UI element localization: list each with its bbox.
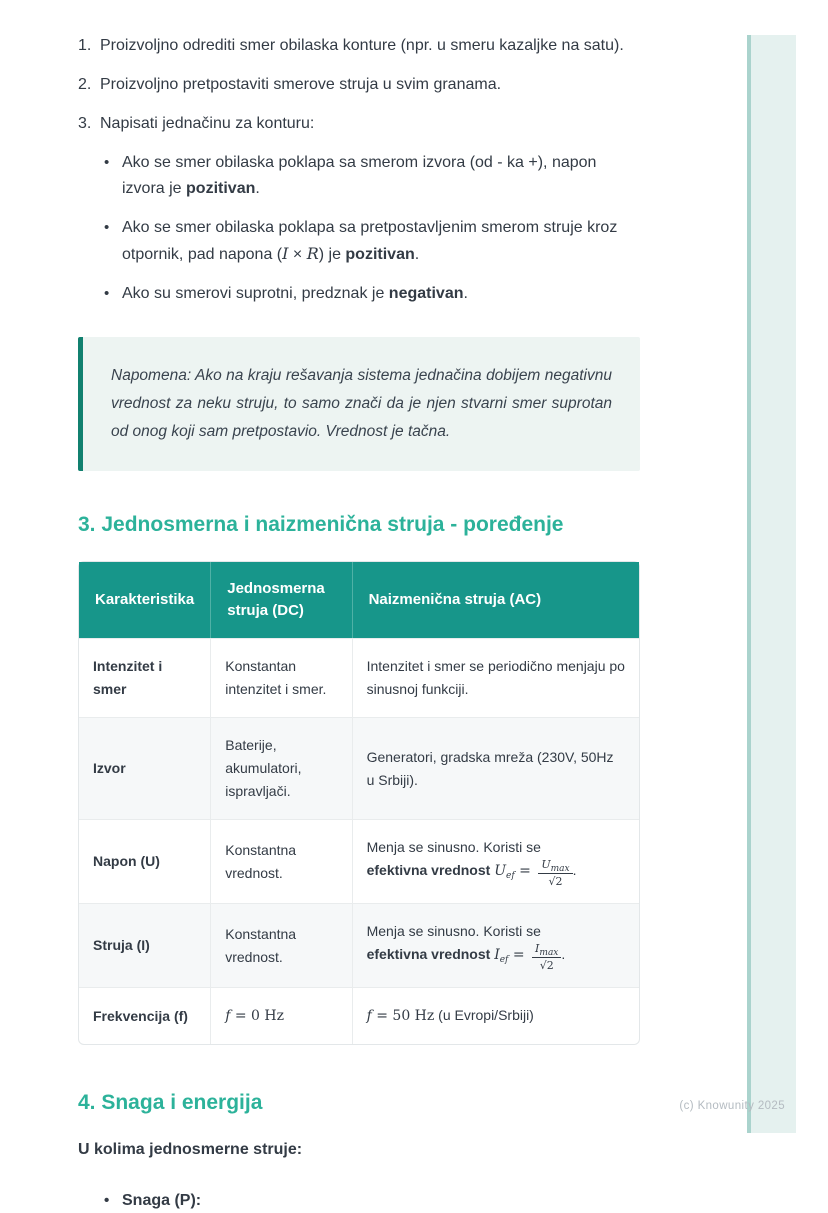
text-segment: . xyxy=(463,285,468,302)
bold-segment: pozitivan xyxy=(186,180,256,197)
bullet-icon: • xyxy=(104,1192,110,1209)
dc-cell: Konstantna vrednost. xyxy=(211,903,352,987)
row-label: Napon (U) xyxy=(79,819,211,903)
formula-uef xyxy=(494,858,577,888)
math-variable: I xyxy=(282,244,289,263)
column-header: Karakteristika xyxy=(79,562,211,638)
row-label: Frekvencija (f) xyxy=(79,987,211,1044)
watermark: (c) Knowunity 2025 xyxy=(679,1100,785,1112)
fraction-denominator: √2 xyxy=(548,875,563,888)
dc-cell xyxy=(211,987,352,1044)
math-subscript: max xyxy=(539,948,559,958)
math-subscript: max xyxy=(550,864,570,874)
document-content xyxy=(78,34,640,1213)
text-segment: ) je xyxy=(318,246,346,263)
text-segment: Ako su smerovi suprotni, predznak je xyxy=(122,285,389,302)
dc-cell: Baterije, akumulatori, ispravljači. xyxy=(211,717,352,819)
math-variable: R xyxy=(306,244,319,263)
section-4-heading: 4. Snaga i energija xyxy=(78,1091,263,1114)
ac-cell: Generatori, gradska mreža (230V, 50Hz u Srbiji). xyxy=(353,717,639,819)
ac-cell: Intenzitet i smer se periodično menjaju po sinusnoj funkciji. xyxy=(353,638,639,717)
text-segment: Menja se sinusno. Koristi se xyxy=(366,839,541,855)
list-text: Proizvoljno pretpostaviti smerove struja u svim granama. xyxy=(100,76,502,93)
row-label: Izvor xyxy=(79,717,211,819)
table-header-row xyxy=(79,562,639,638)
bold-segment: negativan xyxy=(388,285,464,302)
row-label: Struja (I) xyxy=(79,903,211,987)
math-variable: I xyxy=(494,947,500,963)
list-text xyxy=(122,281,624,307)
bold-segment: efektivna vrednost xyxy=(366,946,495,962)
sub-bullet-list xyxy=(104,150,624,307)
math-variable: I xyxy=(535,942,540,955)
list-number: 3. xyxy=(78,115,92,132)
fraction-numerator xyxy=(538,859,572,874)
list-item xyxy=(78,73,640,97)
column-header: Jednosmerna struja (DC) xyxy=(211,562,352,638)
section-4-intro: U kolima jednosmerne struje: xyxy=(78,1141,303,1158)
math-subscript: ef xyxy=(499,955,509,965)
math-text: = 50 Hz xyxy=(371,1008,435,1024)
text-segment: Menja se sinusno. Koristi se xyxy=(366,923,541,939)
list-item xyxy=(104,150,624,202)
numbered-list xyxy=(78,34,640,136)
note-text: Napomena: Ako na kraju rešavanja sistema jednačina dobijem negativnu vrednost za neku struju, to samo znači da je njen stvarni smer suprotan od onog koji sam pretpostavio. Vrednost je tačna. xyxy=(111,367,612,440)
row-label: Intenzitet i smer xyxy=(79,638,211,717)
formula-line xyxy=(367,943,625,971)
math-equals: = xyxy=(514,863,536,879)
math-variable: f xyxy=(225,1008,231,1024)
list-item xyxy=(104,215,624,268)
table-row xyxy=(79,819,639,903)
table-row xyxy=(79,987,639,1044)
bullet-icon: • xyxy=(104,154,110,171)
table-row xyxy=(79,903,639,987)
page-edge-bar xyxy=(747,35,796,1133)
math-fraction xyxy=(538,859,572,887)
formula-ief xyxy=(494,942,566,972)
text-segment: Ako se smer obilaska poklapa sa pretpostavljenim smerom struje kroz otpornik, pad napona ( xyxy=(122,219,618,263)
formula-line xyxy=(367,859,625,887)
text-segment: × xyxy=(288,246,307,263)
bullet-icon: • xyxy=(104,219,110,236)
bold-segment: pozitivan xyxy=(345,246,415,263)
comparison-table xyxy=(78,561,640,1045)
ac-cell xyxy=(353,819,639,903)
table-header xyxy=(79,562,639,638)
section-3-heading: 3. Jednosmerna i naizmenična struja - poređenje xyxy=(78,513,564,536)
list-number: 1. xyxy=(78,37,92,54)
fraction-numerator xyxy=(532,943,561,958)
text-segment: . xyxy=(561,946,566,962)
list-text xyxy=(122,215,624,268)
text-segment: (u Evropi/Srbiji) xyxy=(434,1007,534,1023)
ac-cell xyxy=(353,987,639,1044)
list-text: Proizvoljno odrediti smer obilaska konture (npr. u smeru kazaljke na satu). xyxy=(100,37,624,54)
bold-segment: efektivna vrednost xyxy=(366,862,495,878)
table-row xyxy=(79,638,639,717)
text-segment: . xyxy=(572,862,577,878)
math-text: = 0 Hz xyxy=(230,1008,284,1024)
fraction-denominator: √2 xyxy=(539,959,554,972)
list-item xyxy=(78,112,640,136)
list-item xyxy=(78,34,640,58)
dc-cell: Konstantan intenzitet i smer. xyxy=(211,638,352,717)
table-row xyxy=(79,717,639,819)
list-text xyxy=(122,150,624,202)
bullet-icon: • xyxy=(104,285,110,302)
note-callout xyxy=(78,337,640,471)
ac-cell xyxy=(353,903,639,987)
text-segment: . xyxy=(255,180,260,197)
math-fraction xyxy=(532,943,561,971)
list-number: 2. xyxy=(78,76,92,93)
math-equals: = xyxy=(508,947,530,963)
list-item xyxy=(104,1189,640,1213)
dc-cell: Konstantna vrednost. xyxy=(211,819,352,903)
math-subscript: ef xyxy=(506,871,515,881)
list-text: Napisati jednačinu za konturu: xyxy=(100,115,315,132)
list-text: Snaga (P): xyxy=(122,1192,202,1209)
math-variable: U xyxy=(494,863,507,879)
column-header: Naizmenična struja (AC) xyxy=(353,562,639,638)
text-segment: Ako se smer obilaska poklapa sa smerom izvora (od - ka +), napon izvora je xyxy=(122,154,597,197)
list-item xyxy=(104,281,624,307)
math-variable: U xyxy=(541,858,551,871)
math-variable: f xyxy=(366,1008,372,1024)
text-segment: . xyxy=(414,246,420,263)
